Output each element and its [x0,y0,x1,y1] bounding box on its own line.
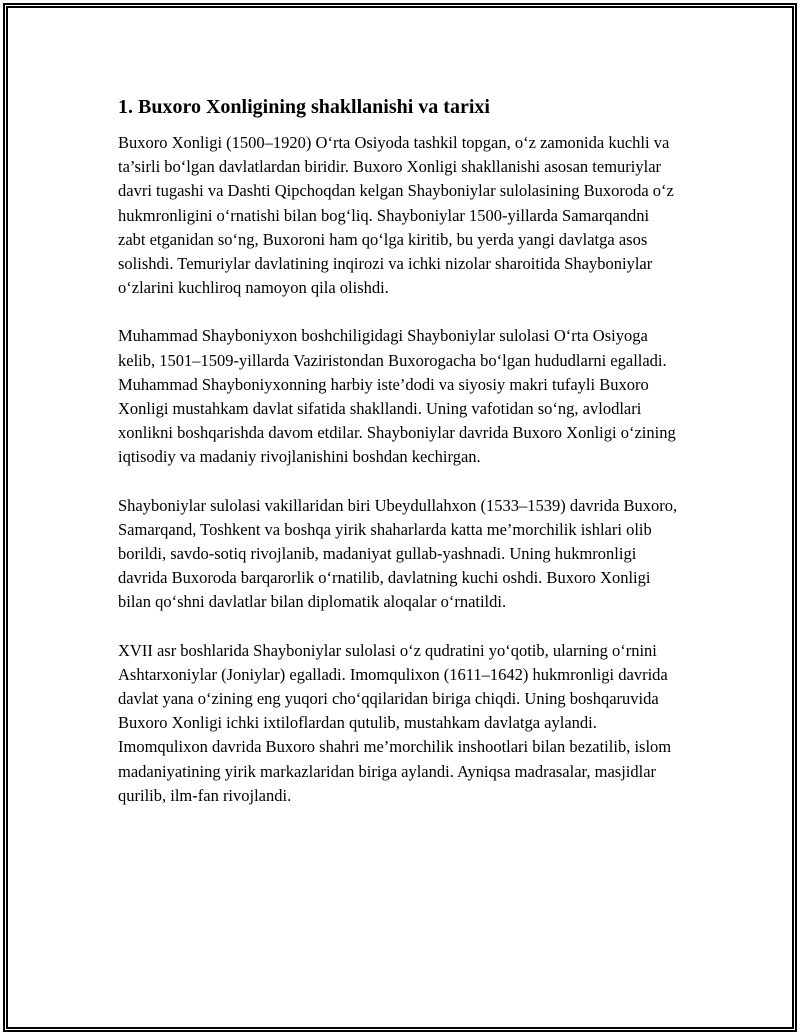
paragraph-2: Muhammad Shayboniyxon boshchiligidagi Shayboniylar sulolasi O‘rta Osiyoga kelib, 1501–1509-yillarda Vaziristondan Buxorogacha bo‘lgan hududlarni egalladi. Muhammad Shayboniyxonning harbiy iste’dodi va siyosiy makri tufayli Buxoro Xonligi mustahkam davlat sifatida shakllandi. Uning vafotidan so‘ng, avlodlari xonlikni boshqarishda davom etdilar. Shayboniylar davrida Buxoro Xonligi o‘zining iqtisodiy va madaniy rivojlanishini boshdan kechirgan. [118,326,676,467]
paragraph-4: XVII asr boshlarida Shayboniylar sulolasi o‘z qudratini yo‘qotib, ularning o‘rnini Ashtarxoniylar (Joniylar) egalladi. Imomqulixon (1611–1642) hukmronligi davrida davlat yana o‘zining eng yuqori cho‘qqilaridan biriga chiqdi. Uning boshqaruvida Buxoro Xonligi ichki ixtiloflardan qutulib, mustahkam davlatga aylandi. Imomqulixon davrida Buxoro shahri me’morchilik inshootlari bilan bezatilib, islom madaniyatining yirik markazlaridan biriga aylandi. Ayniqsa madrasalar, masjidlar qurilib, ilm-fan rivojlandi. [118,640,672,805]
paragraph-3: Shayboniylar sulolasi vakillaridan biri Ubeydullahxon (1533–1539) davrida Buxoro, Samarqand, Toshkent va boshqa yirik shaharlarda katta me’morchilik ishlari olib borildi, savdo-sotiq rivojlanib, madaniyat gullab-yashnadi. Uning hukmronligi davrida Buxoroda barqarorlik o‘rnatilib, davlatning kuchi oshdi. Buxoro Xonligi bilan qo‘shni davlatlar bilan diplomatik aloqalar o‘rnatildi. [118,495,678,612]
paragraph-1: Buxoro Xonligi (1500–1920) O‘rta Osiyoda tashkil topgan, o‘z zamonida kuchli va ta’sirli bo‘lgan davlatlardan biridir. Buxoro Xonligi shakllanishi asosan temuriylar davri tugashi va Dashti Qipchoqdan kelgan Shayboniylar sulolasining Buxoroda o‘z hukmronligini o‘rnatishi bilan bog‘liq. Shayboniylar 1500-yillarda Samarqandni zabt etganidan so‘ng, Buxoroni ham qo‘lga kiritib, bu yerda yangi davlatga asos solishdi. Temuriylar davlatining inqirozi va ichki nizolar sharoitida Shayboniylar o‘zlarini kuchliroq namoyon qila olishdi. [118,133,674,298]
section-title: 1. Buxoro Xonligining shakllanishi va tarixi [118,96,490,118]
document-body [118,93,678,832]
